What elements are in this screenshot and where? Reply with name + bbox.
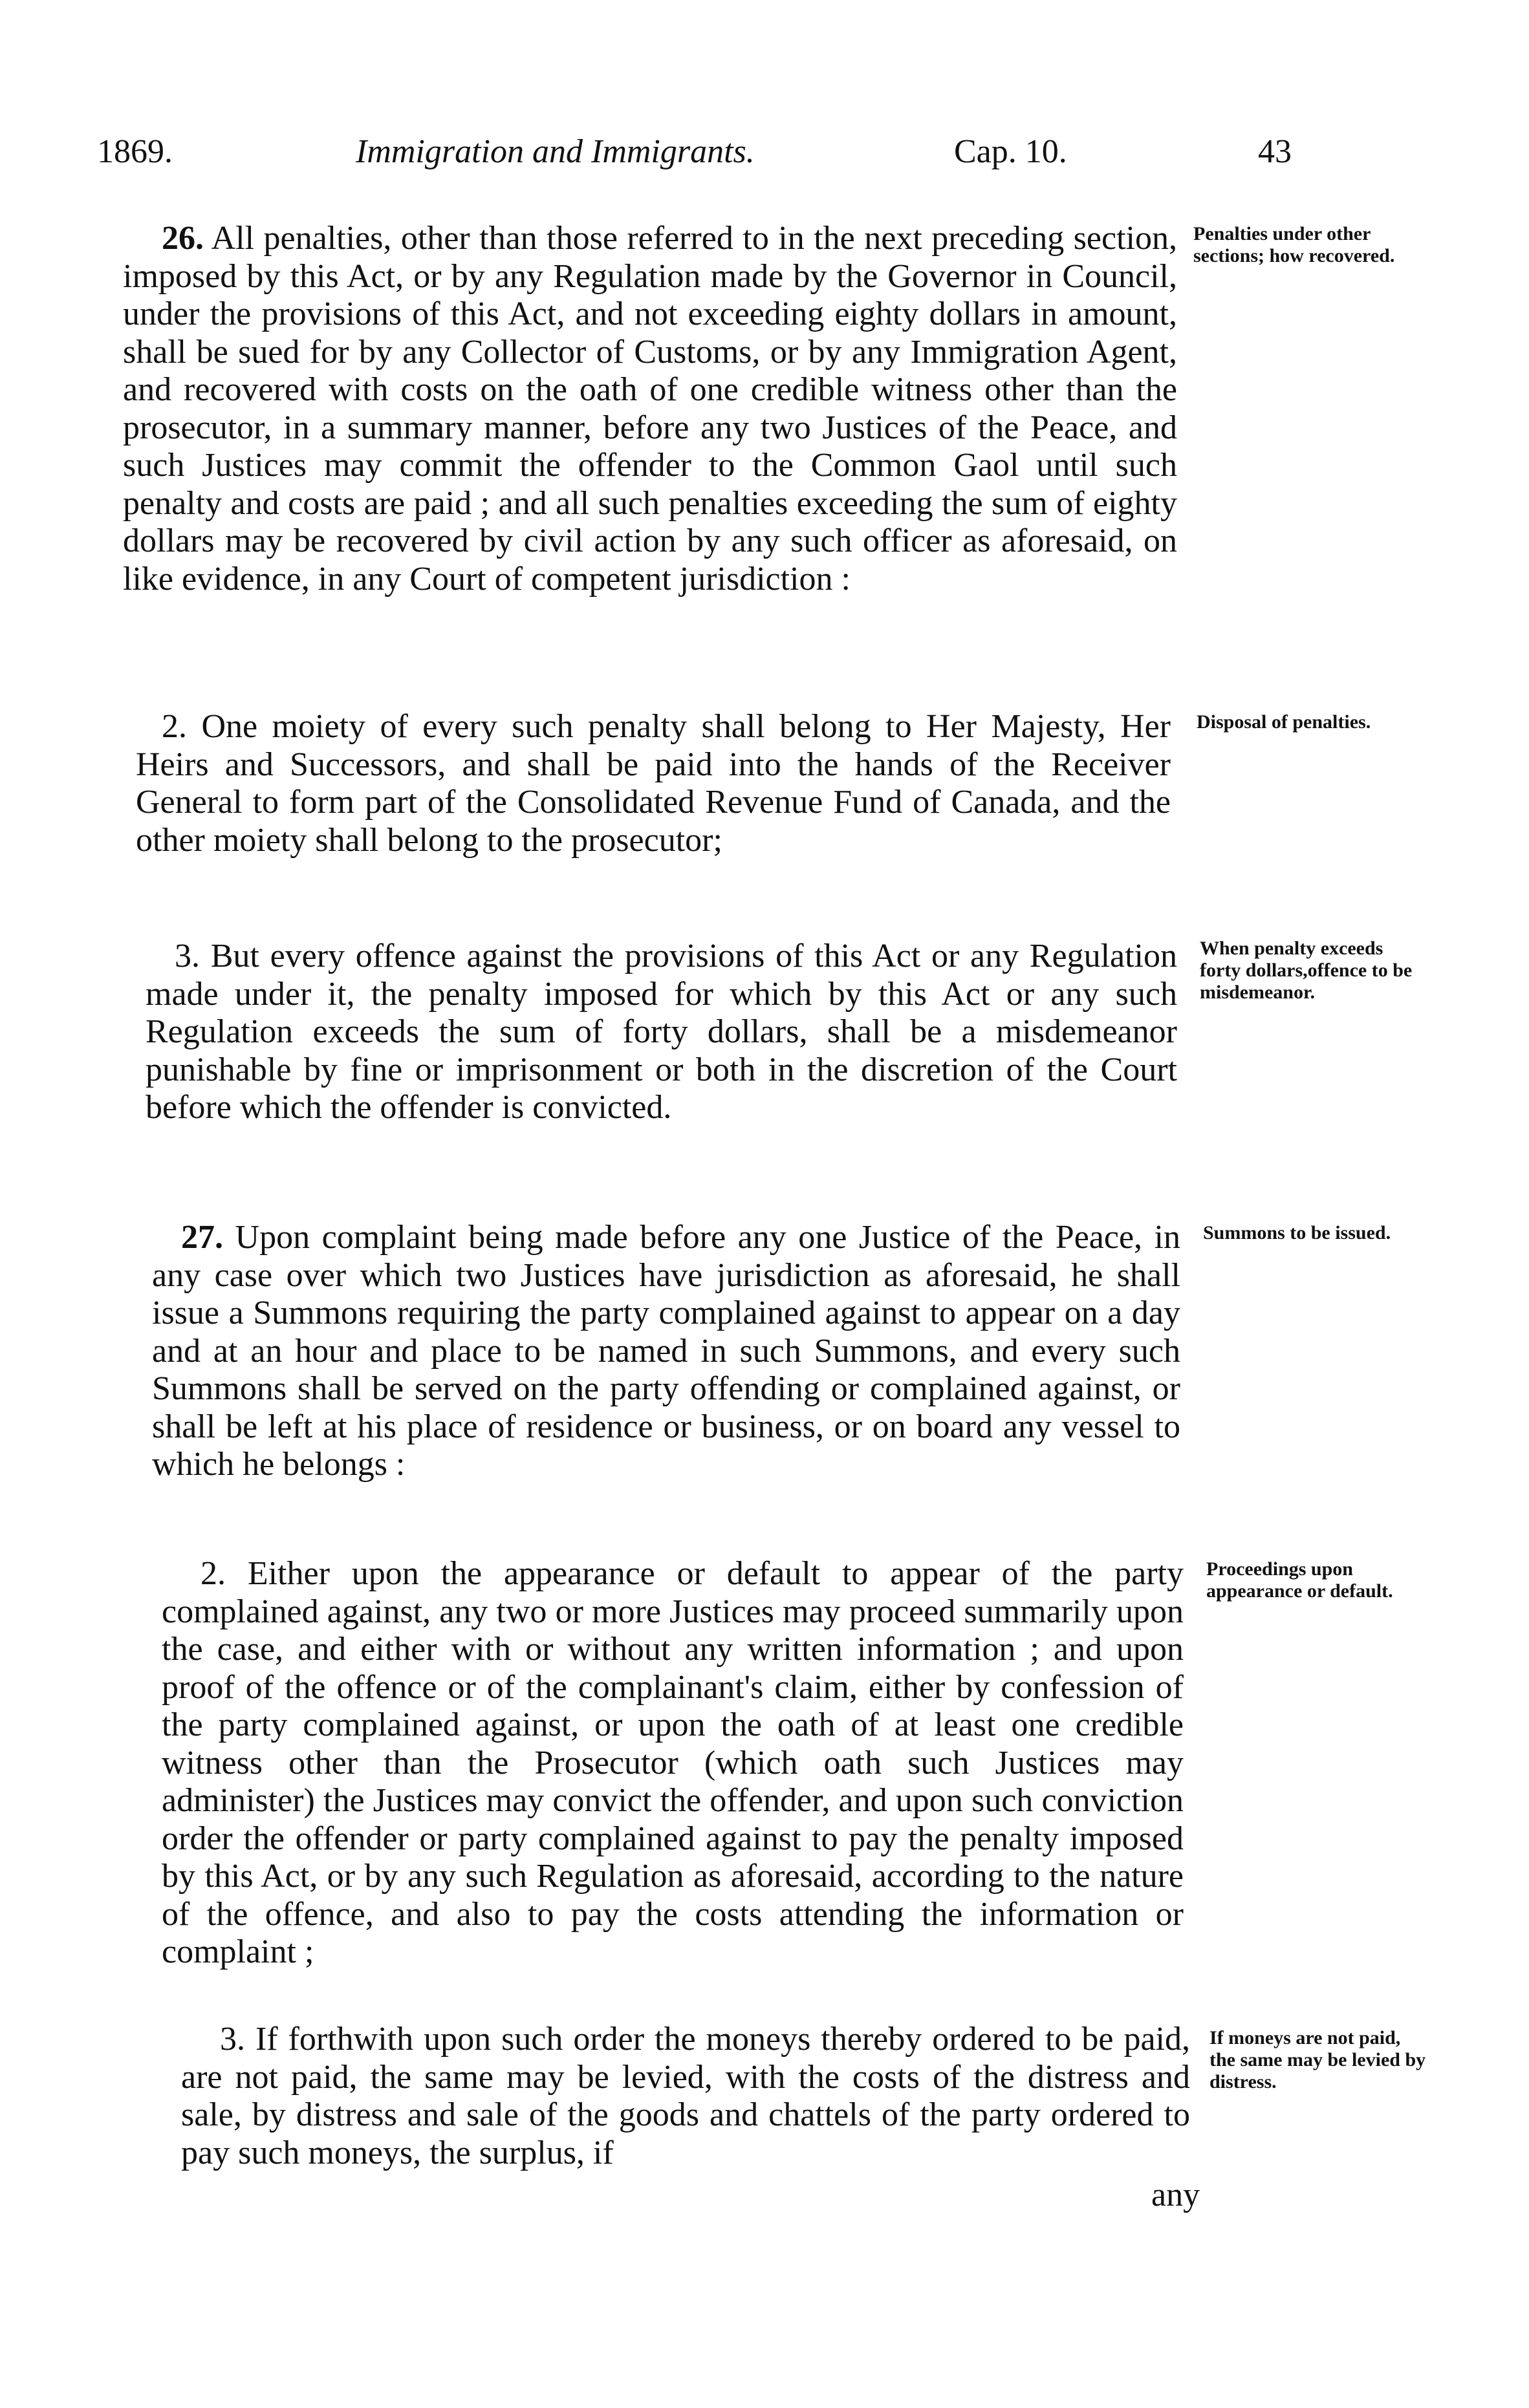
section-text: Upon complaint being made before any one Justice of the Peace, in any case over which two Justices have jurisdiction as aforesaid, he shall issue a Summons requiring the party complained against to appear on a day and at an hour and place to be named in such Summons, and every such Summons shall be served on the party offending or complained against, or shall be left at his place of residence or business, or on board any vessel to which he belongs : <box>152 1219 1180 1483</box>
section-number: 27. <box>181 1219 223 1256</box>
margin-note-proceedings: Proceedings upon appearance or default. <box>1206 1558 1393 1602</box>
section-27-paragraph <box>152 1219 1180 1484</box>
header-title: Immigration and Immigrants. <box>356 133 755 170</box>
header-chapter: Cap. 10. <box>954 133 1067 170</box>
section-text: All penalties, other than those referred to in the next preceding section, imposed by this Act, or by any Regulation made by the Governor in Council, under the provisions of this Act, and not exceeding eighty dollars in amount, shall be sued for by any Collector of Customs, or by any Immigration Agent, and recovered with costs on the oath of one credible witness other than the prosecutor, in a summary manner, before any two Justices of the Peace, and such Justices may commit the offender to the Common Gaol until such penalty and costs are paid ; and all such penalties exceeding the sum of eighty dollars may be recovered by civil action by any such officer as aforesaid, on like evidence, in any Court of competent jurisdiction : <box>123 220 1177 597</box>
margin-note-levied-by-distress: If moneys are not paid, the same may be levied by distress. <box>1209 2027 1426 2092</box>
section-26-3-paragraph: 3. But every offence against the provisions of this Act or any Regulation made under it, the penalty imposed for which by this Act or any such Regulation exceeds the sum of forty dollars, shall be a misdemeanor punishable by fine or imprisonment or both in the discretion of the Court before which the offender is convicted. <box>146 938 1177 1126</box>
margin-note-misdemeanor: When penalty exceeds forty dollars,offence to be misdemeanor. <box>1200 938 1413 1003</box>
margin-note-penalties-how-recovered: Penalties under other sections; how recovered. <box>1193 223 1395 266</box>
margin-note-summons-to-be-issued: Summons to be issued. <box>1203 1222 1391 1243</box>
section-26-2-paragraph: 2. One moiety of every such penalty shall belong to Her Majesty, Her Heirs and Successors, and shall be paid into the hands of the Receiver General to form part of the Consolidated Revenue Fund of Canada, and the other moiety shall belong to the prosecutor; <box>136 708 1171 859</box>
margin-note-disposal-of-penalties: Disposal of penalties. <box>1197 711 1371 733</box>
section-27-2-paragraph: 2. Either upon the appearance or default to appear of the party complained against, any two or more Justices may proceed summarily upon the case, and either with or without any written information ; and upon proof of the offence or of the complainant's claim, either by confession of the party complained against, or upon the oath of at least one credible witness other than the Prosecutor (which oath such Justices may administer) the Justices may convict the offender, and upon such conviction order the offender or party complained against to pay the penalty imposed by this Act, or by any such Regulation as aforesaid, according to the nature of the offence, and also to pay the costs attending the information or complaint ; <box>162 1555 1184 1970</box>
header-year: 1869. <box>97 133 173 170</box>
catchword: any <box>1151 2177 1200 2213</box>
page-number: 43 <box>1258 133 1292 170</box>
section-27-3-paragraph: 3. If forthwith upon such order the moneys thereby ordered to be paid, are not paid, the same may be levied, with the costs of the distress and sale, by distress and sale of the goods and chattels of the party ordered to pay such moneys, the surplus, if <box>181 2021 1190 2171</box>
section-number: 26. <box>162 220 204 257</box>
running-header <box>97 133 1326 184</box>
section-26-paragraph <box>123 220 1177 598</box>
